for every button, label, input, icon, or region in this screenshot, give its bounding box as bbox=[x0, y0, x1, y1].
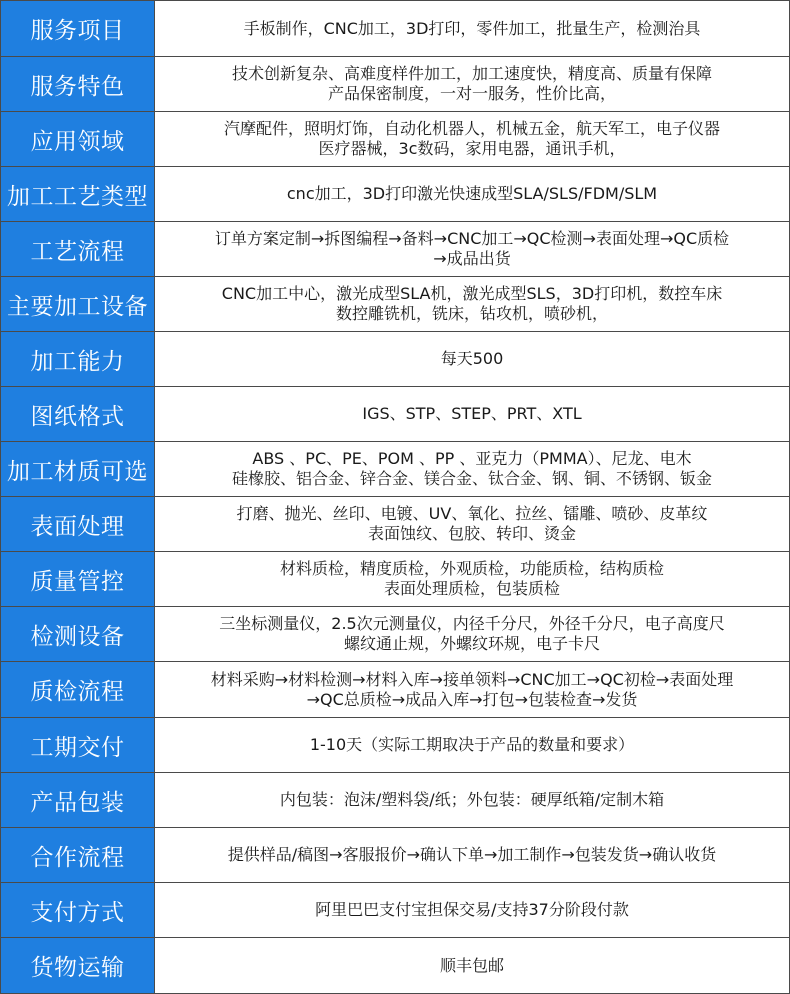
row-value bbox=[155, 442, 790, 497]
row-value-line: →成品出货 bbox=[433, 249, 511, 268]
row-value-line: 产品保密制度，一对一服务，性价比高， bbox=[327, 84, 616, 103]
row-label: 检测设备 bbox=[1, 607, 155, 662]
row-value-line: 数控雕铣机，铣床，钻攻机，喷砂机， bbox=[335, 304, 608, 323]
row-value bbox=[155, 332, 790, 387]
table-row bbox=[1, 773, 790, 828]
row-value-line: 螺纹通止规，外螺纹环规，电子卡尺 bbox=[343, 634, 600, 653]
row-value bbox=[155, 1, 790, 57]
row-label: 图纸格式 bbox=[1, 387, 155, 442]
table-row bbox=[1, 662, 790, 718]
table-row bbox=[1, 1, 790, 57]
row-value-line: 三坐标测量仪，2.5次元测量仪，内径千分尺，外径千分尺，电子高度尺 bbox=[219, 614, 725, 633]
table-row bbox=[1, 442, 790, 497]
table-row bbox=[1, 277, 790, 332]
row-label: 质检流程 bbox=[1, 662, 155, 718]
row-value bbox=[155, 773, 790, 828]
row-label: 表面处理 bbox=[1, 497, 155, 552]
table-row bbox=[1, 222, 790, 277]
row-value-line: CNC加工中心，激光成型SLA机，激光成型SLS，3D打印机，数控车床 bbox=[221, 284, 723, 303]
row-value bbox=[155, 387, 790, 442]
row-label: 合作流程 bbox=[1, 828, 155, 883]
row-value bbox=[155, 112, 790, 167]
row-label: 加工能力 bbox=[1, 332, 155, 387]
table-row bbox=[1, 112, 790, 167]
row-label: 主要加工设备 bbox=[1, 277, 155, 332]
row-value-line: 技术创新复杂、高难度样件加工，加工速度快，精度高、质量有保障 bbox=[231, 64, 712, 83]
row-value-line: 材料采购→材料检测→材料入库→接单领料→CNC加工→QC初检→表面处理 bbox=[210, 669, 734, 689]
row-label: 应用领域 bbox=[1, 112, 155, 167]
table-row bbox=[1, 167, 790, 222]
row-label: 货物运输 bbox=[1, 938, 155, 994]
row-value bbox=[155, 57, 790, 112]
row-value-line: 医疗器械，3c数码，家用电器，通讯手机， bbox=[318, 139, 626, 158]
table-row bbox=[1, 718, 790, 773]
row-label: 加工材质可选 bbox=[1, 442, 155, 497]
row-value bbox=[155, 552, 790, 607]
spec-table-body bbox=[1, 1, 790, 994]
row-value bbox=[155, 662, 790, 718]
row-value bbox=[155, 222, 790, 277]
row-label: 工艺流程 bbox=[1, 222, 155, 277]
row-value-line: cnc加工，3D打印激光快速成型SLA/SLS/FDM/SLM bbox=[286, 184, 658, 203]
table-row bbox=[1, 607, 790, 662]
row-value-line: 汽摩配件，照明灯饰，自动化机器人，机械五金，航天军工，电子仪器 bbox=[223, 119, 720, 138]
row-value bbox=[155, 497, 790, 552]
row-value-line: IGS、STP、STEP、PRT、XTL bbox=[362, 404, 582, 423]
table-row bbox=[1, 497, 790, 552]
table-row bbox=[1, 332, 790, 387]
row-value-line: 表面处理质检，包装质检 bbox=[383, 579, 560, 598]
row-label: 工期交付 bbox=[1, 718, 155, 773]
row-value-line: 1-10天（实际工期取决于产品的数量和要求） bbox=[309, 735, 635, 754]
row-value-line: 提供样品/稿图→客服报价→确认下单→加工制作→包装发货→确认收货 bbox=[227, 845, 717, 864]
table-row bbox=[1, 883, 790, 938]
row-value-line: 顺丰包邮 bbox=[439, 955, 504, 975]
row-value-line: 表面蚀纹、包胶、转印、烫金 bbox=[367, 524, 576, 543]
row-value-line: 硅橡胶、铝合金、锌合金、镁合金、钛合金、钢、铜、不锈钢、钣金 bbox=[231, 469, 712, 488]
row-value-line: 手板制作，CNC加工，3D打印，零件加工，批量生产，检测治具 bbox=[243, 18, 701, 38]
row-value-line: 阿里巴巴支付宝担保交易/支持37分阶段付款 bbox=[315, 900, 629, 919]
row-value-line: 每天500 bbox=[440, 349, 504, 368]
row-value-line: 打磨、抛光、丝印、电镀、UV、氧化、拉丝、镭雕、喷砂、皮革纹 bbox=[236, 504, 708, 523]
row-value-line: 订单方案定制→拆图编程→备料→CNC加工→QC检测→表面处理→QC质检 bbox=[214, 229, 730, 248]
row-value-line: 材料质检，精度质检，外观质检，功能质检，结构质检 bbox=[279, 559, 664, 578]
row-value bbox=[155, 718, 790, 773]
table-row bbox=[1, 552, 790, 607]
row-value-line: ABS 、PC、PE、POM 、PP 、亚克力（PMMA）、尼龙、电木 bbox=[252, 449, 692, 468]
row-value-line: 内包装：泡沫/塑料袋/纸；外包装：硬厚纸箱/定制木箱 bbox=[279, 790, 665, 809]
row-value bbox=[155, 938, 790, 994]
table-row bbox=[1, 57, 790, 112]
row-label: 服务项目 bbox=[1, 1, 155, 57]
row-label: 产品包装 bbox=[1, 773, 155, 828]
row-label: 支付方式 bbox=[1, 883, 155, 938]
row-value bbox=[155, 828, 790, 883]
table-row bbox=[1, 938, 790, 994]
row-value bbox=[155, 277, 790, 332]
table-row bbox=[1, 828, 790, 883]
row-label: 服务特色 bbox=[1, 57, 155, 112]
table-row bbox=[1, 387, 790, 442]
row-value bbox=[155, 167, 790, 222]
row-label: 质量管控 bbox=[1, 552, 155, 607]
row-value-line: →QC总质检→成品入库→打包→包装检查→发货 bbox=[306, 689, 638, 709]
row-value bbox=[155, 883, 790, 938]
row-value bbox=[155, 607, 790, 662]
row-label: 加工工艺类型 bbox=[1, 167, 155, 222]
